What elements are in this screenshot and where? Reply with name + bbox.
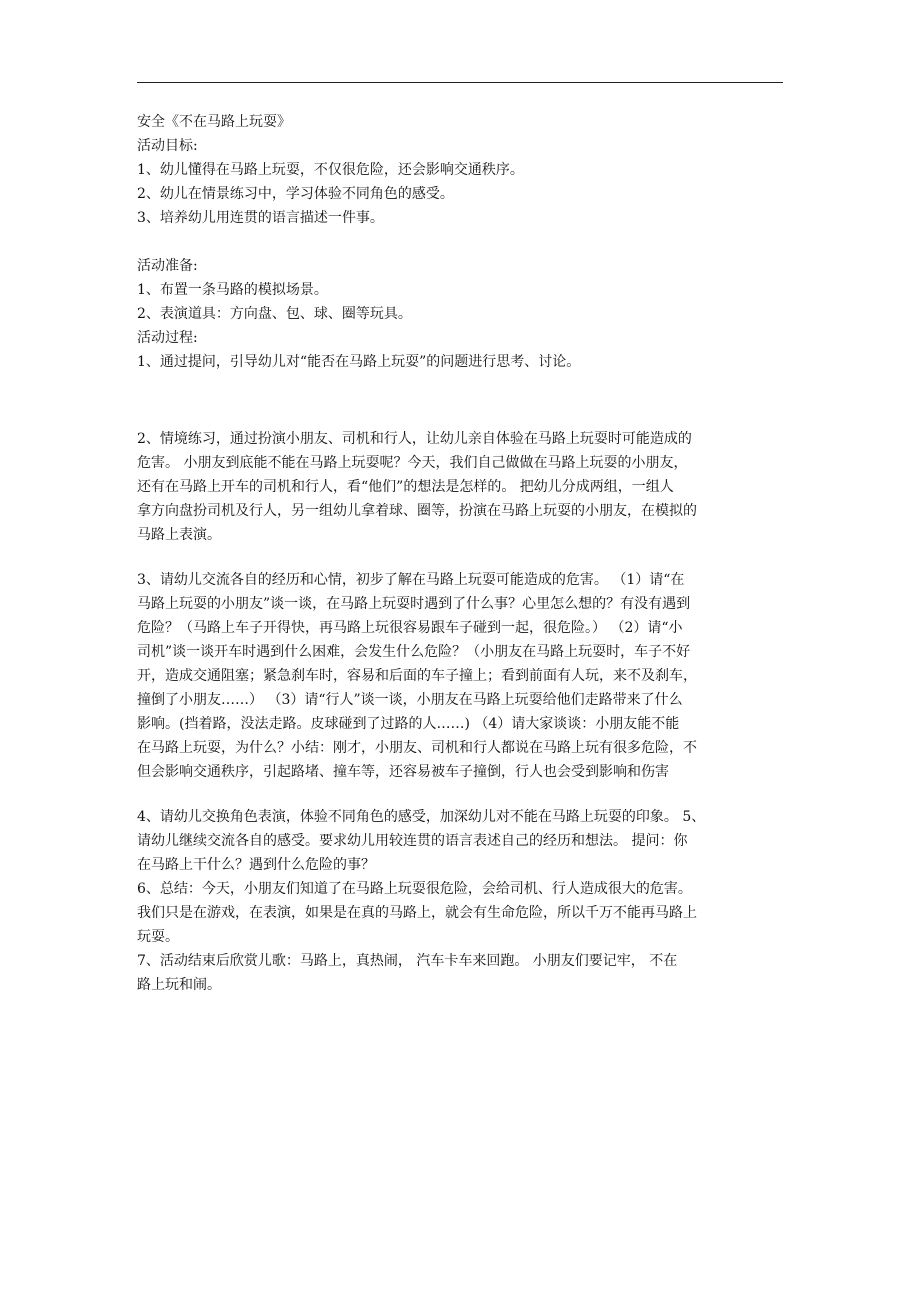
process-step-1: 1、通过提问，引导幼儿对“能否在马路上玩耍”的问题进行思考、讨论。 [137,354,581,370]
goal-item: 2、幼儿在情景练习中，学习体验不同角色的感受。 [137,186,454,202]
text-line: 4、请幼儿交换角色表演，体验不同角色的感受，加深幼儿对不能在马路上玩耍的印象。 5、 [137,809,706,825]
text-line: 在马路上干什么？遇到什么危险的事？ [137,857,375,873]
prep-heading: 活动准备: [137,258,198,274]
text-line: 在马路上玩耍，为什么？小结：刚才，小朋友、司机和行人都说在马路上玩有很多危险，不 [137,740,697,756]
blank-line [137,547,773,568]
paragraph-step-3 [137,568,773,784]
goal-item: 3、培养幼儿用连贯的语言描述一件事。 [137,210,384,226]
text-line: 危险？（马路上车子开得快，再马路上玩很容易跟车子碰到一起，很危险。） （2）请“小 [137,620,683,636]
text-line: 还有在马路上开车的司机和行人，看“他们”的想法是怎样的。 把幼儿分成两组，一组人 [137,479,674,495]
text-line: 6、总结：今天，小朋友们知道了在马路上玩耍很危险，会给司机、行人造成很大的危害。 [137,881,692,897]
text-line: 玩耍。 [137,929,179,945]
text-line: 请幼儿继续交流各自的感受。要求幼儿用较连贯的语言表述自己的经历和想法。 提问：你 [137,833,688,849]
prep-item: 2、表演道具：方向盘、包、球、圈等玩具。 [137,306,412,322]
text-line: 开，造成交通阻塞；紧急刹车时，容易和后面的车子撞上；看到前面有人玩，来不及刹车， [137,668,697,684]
text-line: 马路上表演。 [137,527,221,543]
text-line: 撞倒了小朋友……） （3）请“行人”谈一谈，小朋友在马路上玩耍给他们走路带来了什么 [137,692,683,708]
goals-heading: 活动目标: [137,138,198,154]
header-rule [137,82,783,83]
text-line: 但会影响交通秩序，引起路堵、撞车等，还容易被车子撞倒，行人也会受到影响和伤害 [137,764,669,780]
goal-item: 1、幼儿懂得在马路上玩耍，不仅很危险，还会影响交通秩序。 [137,162,524,178]
document-title: 安全《不在马路上玩耍》 [137,114,291,130]
text-line: 危害。 小朋友到底能不能在马路上玩耍呢？今天，我们自己做做在马路上玩耍的小朋友， [137,455,688,471]
blank-line [137,230,773,254]
text-line: 司机”谈一谈开车时遇到什么困难，会发生什么危险？（小朋友在马路上玩耍时，车子不好 [137,644,691,660]
prep-item: 1、布置一条马路的模拟场景。 [137,282,328,298]
text-line: 7、活动结束后欣赏儿歌：马路上，真热闹， 汽车卡车来回跑。 小朋友们要记牢， 不在 [137,953,678,969]
blank-line [137,784,773,805]
text-line: 路上玩和闹。 [137,977,221,993]
text-line: 3、请幼儿交流各自的经历和心情，初步了解在马路上玩耍可能造成的危害。 （1）请“在 [137,572,685,588]
text-line: 拿方向盘扮司机及行人，另一组幼儿拿着球、圈等，扮演在马路上玩耍的小朋友，在模拟的 [137,503,697,519]
text-line: 影响。(挡着路，没法走路。皮球碰到了过路的人……) （4）请大家谈谈：小朋友能不能 [137,716,680,732]
process-heading: 活动过程: [137,330,198,346]
text-line: 2、情境练习，通过扮演小朋友、司机和行人，让幼儿亲自体验在马路上玩耍时可能造成的 [137,431,692,447]
text-line: 我们只是在游戏，在表演，如果是在真的马路上，就会有生命危险，所以千万不能再马路上 [137,905,697,921]
paragraph-step-2 [137,427,773,547]
paragraph-steps-4-7 [137,805,773,997]
text-line: 马路上玩耍的小朋友”谈一谈，在马路上玩耍时遇到了什么事？心里怎么想的？有没有遇到 [137,596,691,612]
document-body [137,110,773,997]
blank-line [137,374,773,422]
